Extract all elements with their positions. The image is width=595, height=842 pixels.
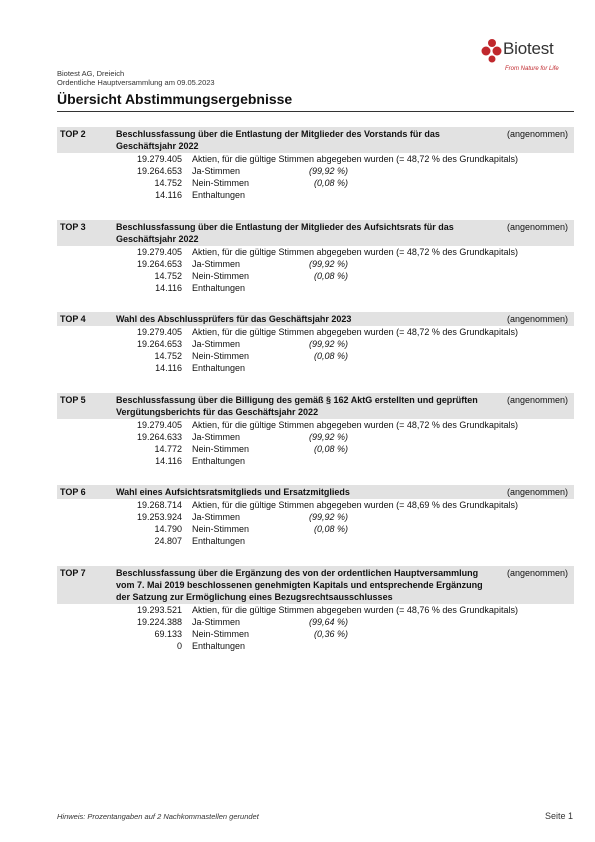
vote-label: Enthaltungen: [192, 455, 246, 466]
vote-percentage: (0,08 %): [313, 351, 348, 361]
vote-percentage: (0,08 %): [313, 270, 348, 281]
agenda-item: [57, 393, 574, 467]
vote-label: Enthaltungen: [192, 363, 246, 373]
vote-row: [57, 616, 574, 628]
vote-label: Aktien, für die gültige Stimmen abgegeben wurden (= 48,72 % des Grundkapitals): [192, 154, 518, 164]
vote-label: Ja-Stimmen: [192, 166, 241, 176]
footer-note: Hinweis: Prozentangaben auf 2 Nachkommastellen gerundet: [57, 812, 259, 821]
vote-label: Ja-Stimmen: [192, 431, 241, 442]
vote-row: [57, 270, 574, 282]
vote-count: 19.279.405: [136, 419, 182, 430]
vote-row: [57, 153, 574, 165]
vote-percentage: (0,08 %): [313, 524, 348, 534]
agenda-item-title: Wahl eines Aufsichtsratsmitglieds und Ersatzmitglieds: [116, 487, 350, 497]
vote-percentage: (99,92 %): [308, 339, 348, 349]
agenda-item-status: (angenommen): [506, 567, 568, 578]
vote-label: Ja-Stimmen: [192, 258, 241, 269]
agenda-item-title: Beschlussfassung über die Ergänzung des von der ordentlichen Hauptversammlung vom 7. Mai 2019 beschlossenen genehmigten Kapitals und entsprechende Ergänzung der Satzung zur Ermöglichung eines Bezugsrechtsausschlusses: [116, 567, 483, 602]
vote-row: [57, 165, 574, 177]
agenda-item-header: [57, 127, 574, 153]
vote-count: 14.790: [154, 524, 182, 534]
agenda-item-status: (angenommen): [506, 394, 568, 405]
vote-count: 19.279.405: [136, 327, 182, 337]
vote-percentage: (0,36 %): [313, 628, 348, 639]
vote-label: Aktien, für die gültige Stimmen abgegeben wurden (= 48,72 % des Grundkapitals): [192, 327, 518, 337]
agenda-item-number: TOP 7: [60, 567, 86, 578]
agenda-item: [57, 485, 574, 547]
vote-row: [57, 258, 574, 270]
vote-percentage: (99,92 %): [308, 258, 348, 269]
vote-label: Ja-Stimmen: [192, 339, 241, 349]
vote-count: 14.116: [155, 282, 182, 293]
vote-count: 24.807: [154, 536, 182, 546]
vote-count: 19.268.714: [136, 500, 182, 510]
company-name: Biotest AG, Dreieich: [57, 69, 125, 78]
vote-count: 14.772: [154, 443, 182, 454]
vote-count: 14.116: [155, 190, 182, 200]
vote-count: 19.253.924: [136, 512, 182, 522]
agenda-item-number: TOP 4: [60, 314, 86, 324]
agenda-item-number: TOP 3: [60, 221, 86, 232]
biotest-logo: [481, 38, 571, 78]
vote-count: 19.264.633: [136, 431, 182, 442]
vote-count: 14.752: [154, 178, 182, 188]
vote-row: [57, 523, 574, 535]
agenda-items-list: [57, 127, 574, 670]
logo-wordmark: Biotest: [503, 39, 554, 58]
agenda-item: [57, 312, 574, 374]
agenda-item-status: (angenommen): [506, 129, 568, 139]
vote-row: [57, 443, 574, 455]
vote-count: 14.752: [154, 351, 182, 361]
agenda-item: [57, 220, 574, 294]
meeting-name: Ordentliche Hauptversammlung am 09.05.2023: [57, 78, 215, 87]
title-divider: [57, 111, 574, 112]
vote-percentage: (99,64 %): [308, 616, 348, 627]
vote-label: Nein-Stimmen: [192, 351, 250, 361]
vote-percentage: (0,08 %): [313, 178, 348, 188]
vote-row: [57, 431, 574, 443]
agenda-item-status: (angenommen): [506, 314, 568, 324]
agenda-item-title: Wahl des Abschlussprüfers für das Geschäftsjahr 2023: [116, 314, 352, 324]
agenda-item-header: [57, 485, 574, 499]
document-header: [57, 69, 215, 87]
vote-label: Aktien, für die gültige Stimmen abgegeben wurden (= 48,72 % des Grundkapitals): [192, 419, 518, 430]
page-title: Übersicht Abstimmungsergebnisse: [57, 91, 293, 107]
vote-row: [57, 282, 574, 294]
vote-percentage: (99,92 %): [308, 512, 348, 522]
agenda-item-status: (angenommen): [506, 487, 568, 497]
agenda-item-title: Beschlussfassung über die Entlastung der Mitglieder des Vorstands für das Geschäftsjahr 2022: [116, 129, 440, 151]
agenda-item-header: [57, 220, 574, 246]
vote-label: Nein-Stimmen: [192, 178, 250, 188]
vote-label: Nein-Stimmen: [192, 443, 250, 454]
vote-row: [57, 326, 574, 338]
vote-label: Aktien, für die gültige Stimmen abgegeben wurden (= 48,72 % des Grundkapitals): [192, 246, 518, 257]
vote-label: Enthaltungen: [192, 190, 246, 200]
vote-label: Nein-Stimmen: [192, 628, 250, 639]
vote-label: Aktien, für die gültige Stimmen abgegeben wurden (= 48,69 % des Grundkapitals): [192, 500, 518, 510]
vote-row: [57, 640, 574, 652]
vote-count: 14.116: [155, 363, 182, 373]
vote-row: [57, 338, 574, 350]
vote-count: 19.279.405: [136, 246, 182, 257]
vote-count: 19.264.653: [136, 166, 182, 176]
vote-row: [57, 499, 574, 511]
vote-row: [57, 177, 574, 189]
vote-label: Aktien, für die gültige Stimmen abgegeben wurden (= 48,76 % des Grundkapitals): [192, 604, 518, 615]
logo-tagline: From Nature for Life: [505, 66, 559, 72]
agenda-item-header: [57, 312, 574, 326]
vote-label: Enthaltungen: [192, 536, 246, 546]
vote-row: [57, 362, 574, 374]
agenda-item-number: TOP 5: [60, 394, 86, 405]
vote-count: 14.116: [155, 455, 182, 466]
vote-count: 19.264.653: [136, 258, 182, 269]
vote-row: [57, 455, 574, 467]
vote-label: Ja-Stimmen: [192, 512, 241, 522]
vote-row: [57, 535, 574, 547]
vote-row: [57, 189, 574, 201]
vote-label: Enthaltungen: [192, 640, 246, 651]
agenda-item-number: TOP 6: [60, 487, 86, 497]
vote-label: Nein-Stimmen: [192, 524, 250, 534]
agenda-item-number: TOP 2: [60, 129, 86, 139]
vote-percentage: (99,92 %): [308, 166, 348, 176]
agenda-item: [57, 127, 574, 201]
vote-count: 19.264.653: [136, 339, 182, 349]
vote-count: 19.279.405: [136, 154, 182, 164]
vote-row: [57, 628, 574, 640]
vote-count: 19.293.521: [136, 604, 182, 615]
vote-count: 69.133: [154, 628, 182, 639]
agenda-item-title: Beschlussfassung über die Billigung des gemäß § 162 AktG erstellten und geprüften Vergütungsberichts für das Geschäftsjahr 2022: [116, 394, 478, 417]
vote-count: 0: [176, 640, 182, 651]
vote-count: 19.224.388: [136, 616, 182, 627]
agenda-item-header: [57, 566, 574, 604]
vote-label: Nein-Stimmen: [192, 270, 250, 281]
vote-row: [57, 246, 574, 258]
vote-row: [57, 511, 574, 523]
vote-row: [57, 604, 574, 616]
vote-percentage: (0,08 %): [313, 443, 348, 454]
agenda-item-status: (angenommen): [506, 221, 568, 232]
vote-label: Ja-Stimmen: [192, 616, 241, 627]
vote-label: Enthaltungen: [192, 282, 246, 293]
vote-percentage: (99,92 %): [308, 431, 348, 442]
vote-row: [57, 350, 574, 362]
agenda-item: [57, 566, 574, 652]
page-number: Seite 1: [544, 811, 573, 821]
vote-row: [57, 419, 574, 431]
vote-count: 14.752: [154, 270, 182, 281]
agenda-item-header: [57, 393, 574, 419]
agenda-item-title: Beschlussfassung über die Entlastung der Mitglieder des Aufsichtsrats für das Geschäftsjahr 2022: [116, 221, 454, 244]
biotest-logo-icon: [481, 38, 503, 64]
